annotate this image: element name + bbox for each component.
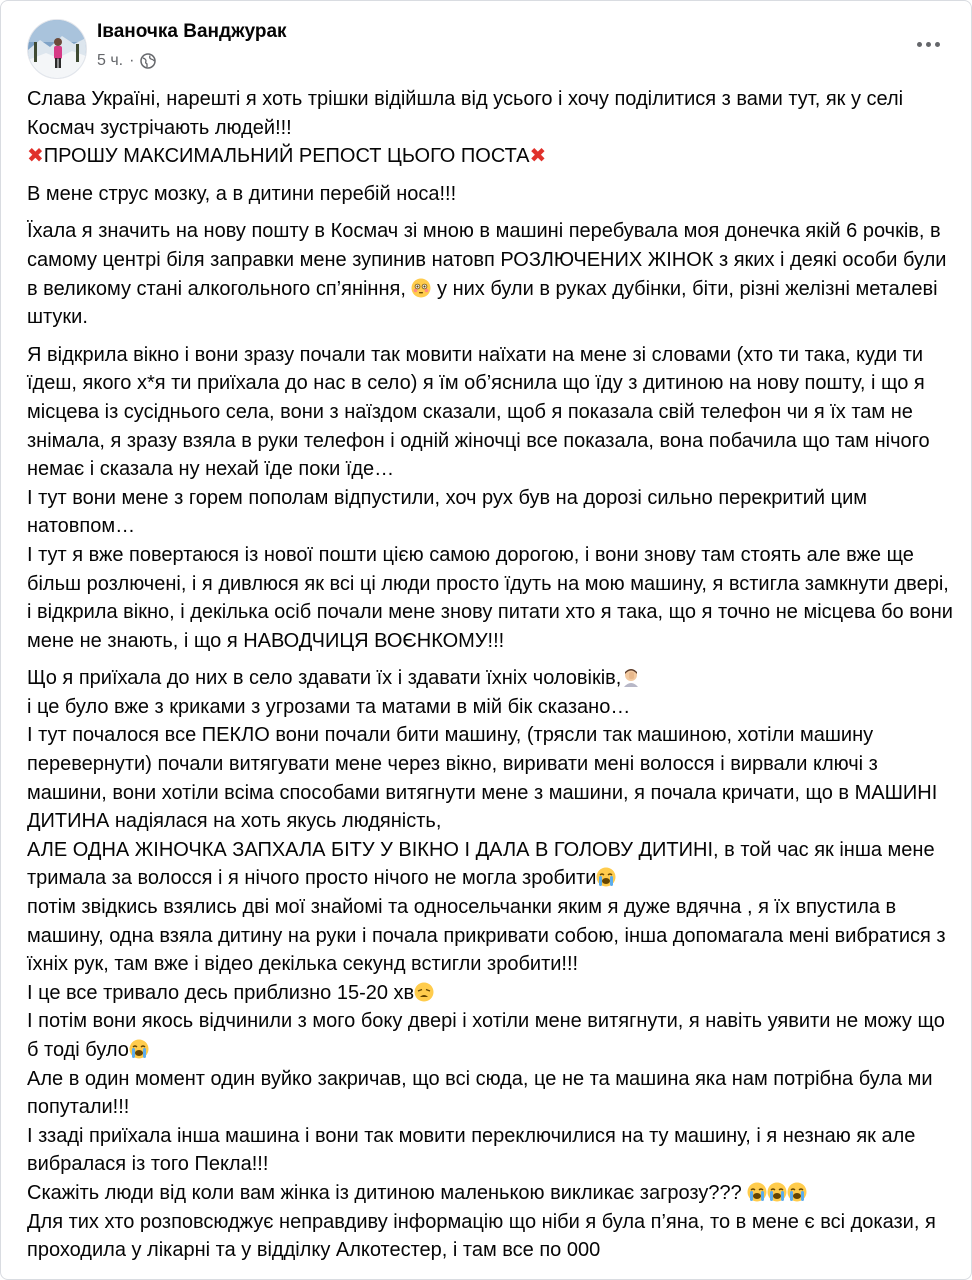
post-text-segment: Для тих хто розповсюджує неправдиву інформацію що ніби я була п’яна, то в мене є всі докази, я проходила у лікарні та у відділку Алкотестер, і там все по 000 <box>27 1210 936 1262</box>
globe-icon[interactable] <box>140 53 156 69</box>
loudly-crying-icon <box>129 1039 149 1059</box>
loudly-crying-icon <box>787 1182 807 1202</box>
post-paragraph <box>27 85 953 171</box>
post-paragraph <box>27 180 953 209</box>
post-paragraph <box>27 664 953 1264</box>
loudly-crying-icon <box>767 1182 787 1202</box>
post-time[interactable]: 5 ч. <box>97 52 124 69</box>
post-text-segment: Але в один момент один вуйко закричав, що всі сюда, це не та машина яка нам потрібна була ми попутали!!! І ззаді приїхала інша машина і вони так мовити переключилися на ту машину, і я незнаю як але вибралася із того Пекла!!! Скажіть люди від коли вам жінка із дитиною маленькою викликає загрозу??? <box>27 1067 933 1204</box>
post-text-segment: І потім вони якось відчинили з мого боку двері і хотіли мене витягнути, я навіть уявити не можу що б тоді було <box>27 1010 945 1061</box>
flushed-face-icon <box>411 278 431 298</box>
cross-mark-icon: ✖ <box>529 145 547 168</box>
post-text-segment: Що я приїхала до них в село здавати їх і здавати їхніх чоловіків, <box>27 667 622 690</box>
avatar-image <box>28 20 86 78</box>
loudly-crying-icon <box>596 867 616 887</box>
post-text <box>27 85 953 1274</box>
post-paragraph <box>27 217 953 331</box>
post-text-segment: Слава Україні, нарешті я хоть трішки відійшла від усього і хочу поділитися з вами тут, як у селі Космач зустрічають людей!!! <box>27 88 904 139</box>
weary-face-icon <box>414 982 434 1002</box>
post-text-segment: потім звідкись взялись дві мої знайомі та односельчанки яким я дуже вдячна , я їх впустила в машину, одна взяла дитину на руки і почала прикривати собою, інша допомагала мені вибратися з їхніх рук, там вже і відео декілька секунд встигли зробити!!! І це все тривало десь приблизно 15-20 хв <box>27 896 946 1004</box>
post-text-segment: і це було вже з криками з угрозами та матами в мій бік сказано… І тут почалося все ПЕКЛО вони почали бити машину, (трясли так машиною, хотіли машину перевернути) почали витягувати мене через вікно, виривати мені волосся і вирвали ключі з машини, вони хотіли всіма способами витягнути мене з машини, я почала кричати, що в МАШИНІ ДИТИНА надіялася на хоть якусь людяність, АЛЕ ОДНА ЖІНОЧКА ЗАПХАЛА БІТУ У ВІКНО І ДАЛА В ГОЛОВУ ДИТИНІ, в той час як інша мене тримала за волосся і я нічого просто нічого не могла зробити <box>27 695 938 890</box>
post-text-segment: Їхала я значить на нову пошту в Космач зі мною в машині перебувала моя донечка якій 6 рочків, в самому центрі біля заправки мене зупинив натовп РОЗЛЮЧЕНИХ ЖІНОК з яких і деякі особи були в великому стані алкогольного сп’яніння, <box>27 220 947 300</box>
post-text-segment: у них були в руках дубінки, біти, різні желізні металеві штуки. <box>27 277 938 329</box>
post-meta <box>97 52 156 70</box>
post-text-segment: В мене струс мозку, а в дитини перебій носа!!! <box>27 182 457 205</box>
cross-mark-icon: ✖ <box>27 145 44 168</box>
post-text-segment: ПРОШУ МАКСИМАЛЬНИЙ РЕПОСТ ЦЬОГО ПОСТА <box>43 145 530 168</box>
facepalm-icon <box>621 667 641 687</box>
more-options-icon[interactable] <box>911 31 945 57</box>
author-name[interactable]: Іваночка Ванджурак <box>97 21 287 42</box>
meta-dot: · <box>129 52 135 69</box>
avatar[interactable] <box>27 19 87 79</box>
post-header <box>27 19 947 79</box>
loudly-crying-icon <box>747 1182 767 1202</box>
post-paragraph <box>27 341 953 656</box>
post-text-segment: Я відкрила вікно і вони зразу почали так мовити наїхати на мене зі словами (хто ти така, куди ти їдеш, якого х*я ти приїхала до нас в село) я їм об’яснила що їду з дитиною на нову пошту, і що я місцева із сусіднього села, вони з наїздом сказали, щоб я показала свій телефон чи я їх там не знімала, я зразу взяла в руки телефон і одній жіночці все показала, вона побачила що там нічого немає і сказала ну нехай їде поки їде… І тут вони мене з горем пополам відпустили, хоч рух був на дорозі сильно перекритий цим натовпом… І тут я вже повертаюся із нової пошти цією самою дорогою, і вони знову там стоять але вже ще більш розлючені, і я дивлюся як всі ці люди просто їдуть на мою машину, я встигла замкнути двері, і відкрила вікно, і декілька осіб почали мене знову питати хто я така, що я точно не місцева бо вони мене не знають, і що я НАВОДЧИЦЯ ВОЄНКОМУ!!! <box>27 343 953 652</box>
